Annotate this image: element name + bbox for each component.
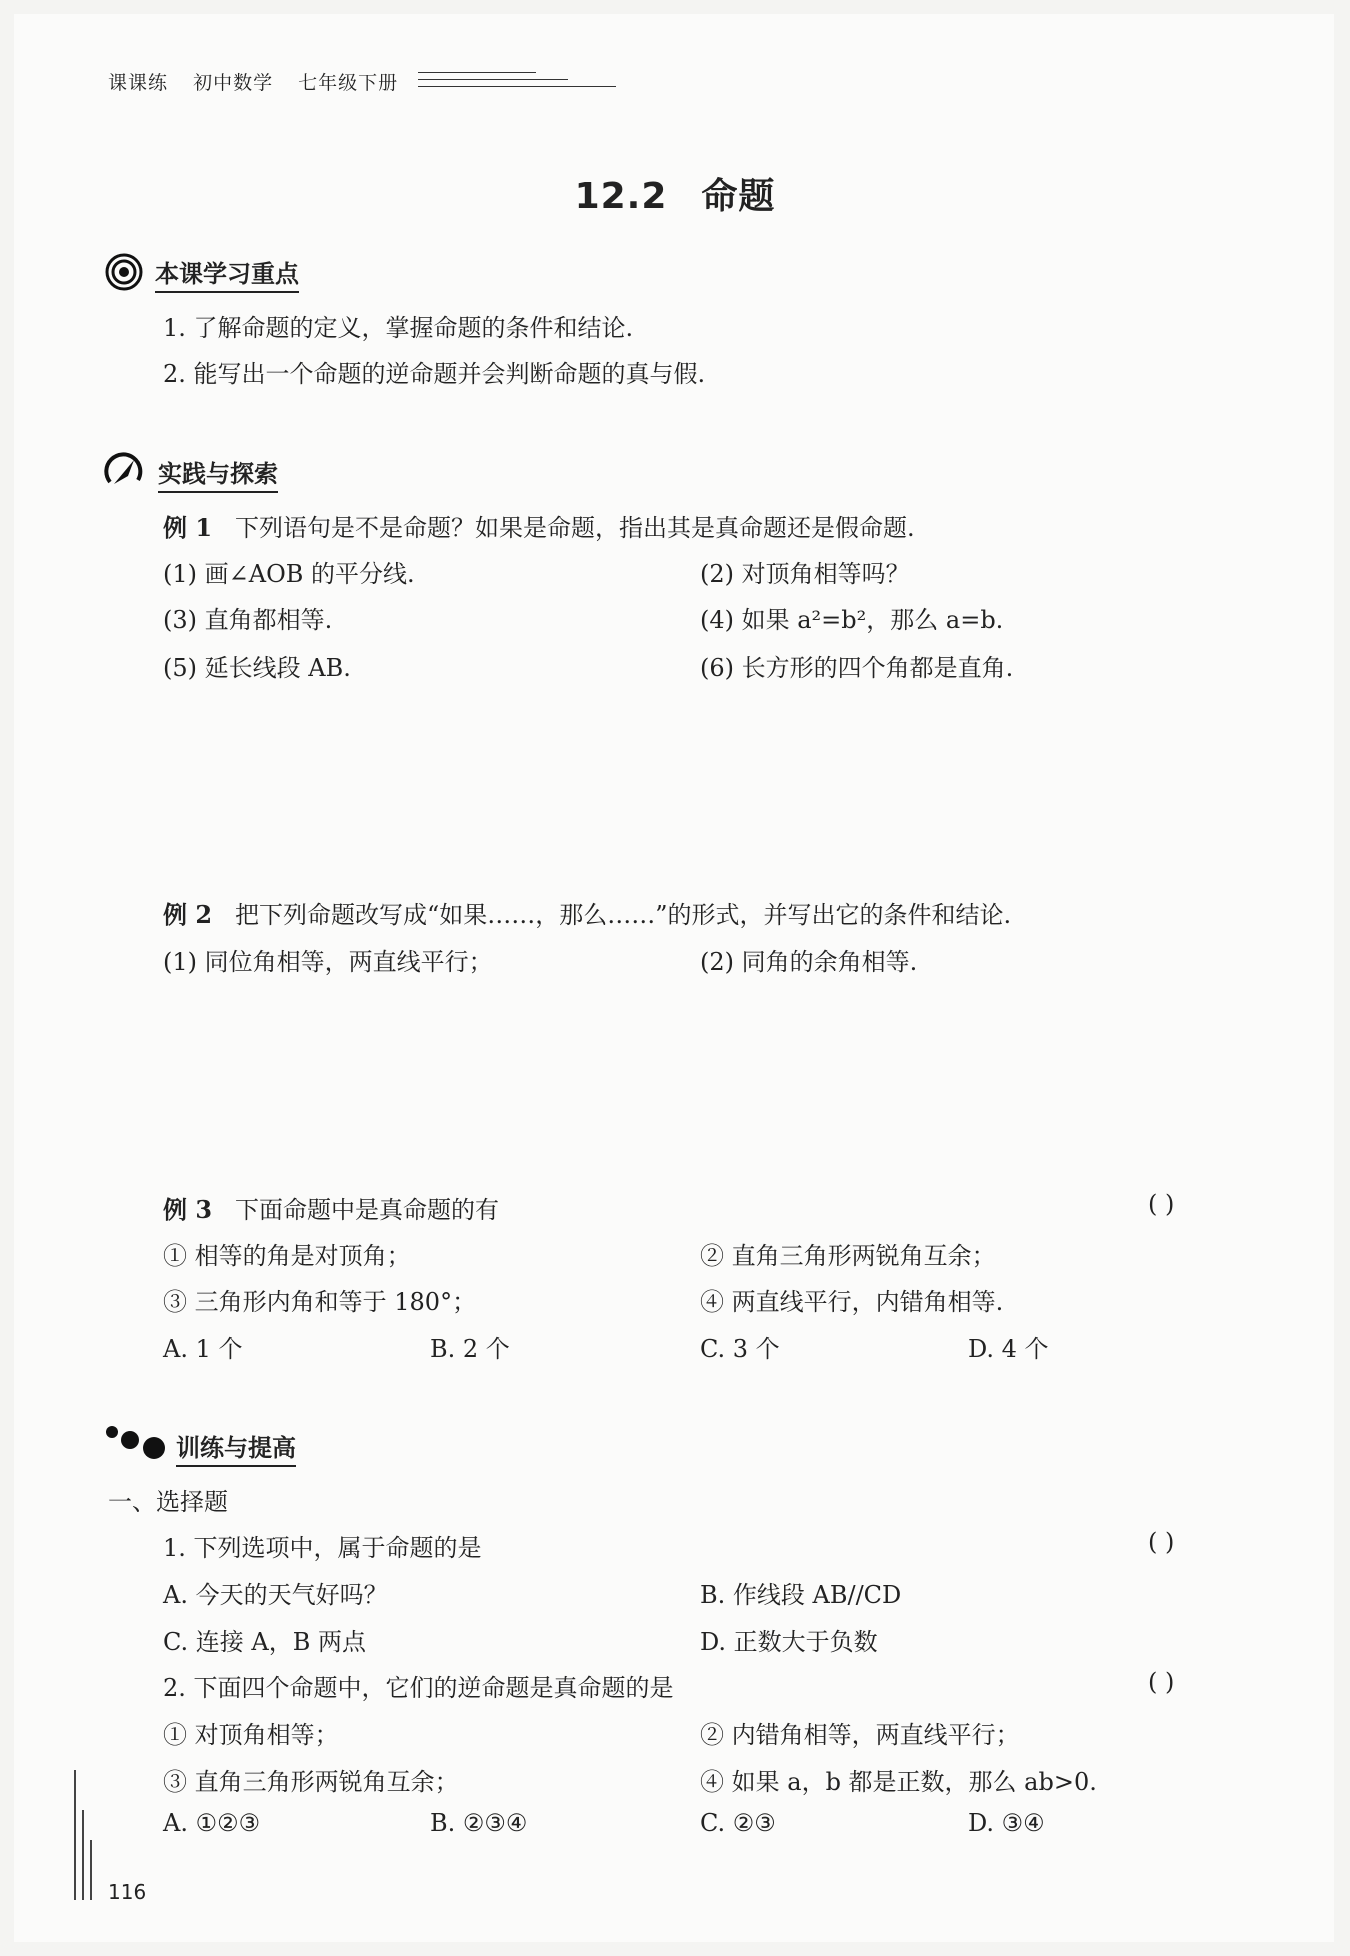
question-2: 2. 下面四个命题中，它们的逆命题是真命题的是	[163, 1674, 674, 1702]
answer-blank[interactable]: ( )	[1148, 1190, 1175, 1218]
answer-blank[interactable]: ( )	[1148, 1528, 1175, 1556]
question-1: 1. 下列选项中，属于命题的是	[163, 1534, 482, 1562]
header-rule	[418, 79, 568, 80]
ex3-item: ④ 两直线平行，内错角相等.	[700, 1288, 1004, 1316]
q2-item: ④ 如果 a，b 都是正数，那么 ab>0.	[700, 1768, 1097, 1796]
ex3-item: ① 相等的角是对顶角；	[163, 1242, 411, 1270]
ex1-item: (1) 画∠AOB 的平分线.	[163, 560, 415, 588]
ex1-item: (6) 长方形的四个角都是直角.	[700, 654, 1014, 682]
ex1-item: (3) 直角都相等.	[163, 606, 333, 634]
ex3-item: ③ 三角形内角和等于 180°；	[163, 1288, 477, 1316]
answer-blank[interactable]: ( )	[1148, 1668, 1175, 1696]
example-text: 下列语句是不是命题？如果是命题，指出其是真命题还是假命题.	[234, 514, 915, 542]
q2-option: B. ②③④	[430, 1809, 528, 1837]
header-rule	[418, 72, 536, 73]
q2-item: ② 内错角相等，两直线平行；	[700, 1721, 1020, 1749]
margin-bar	[82, 1810, 84, 1900]
q2-option: A. ①②③	[163, 1809, 261, 1837]
ex3-option: D. 4 个	[968, 1335, 1049, 1363]
example-label: 例 3	[163, 1195, 213, 1224]
margin-bar	[74, 1770, 76, 1900]
q1-option: A. 今天的天气好吗？	[163, 1581, 388, 1609]
header-rule	[418, 86, 616, 87]
ex3-option: B. 2 个	[430, 1335, 510, 1363]
section-heading-practice: 实践与探索	[158, 454, 278, 493]
example-text: 下面命题中是真命题的有	[234, 1196, 499, 1224]
example-2	[163, 895, 1011, 930]
dots-icon	[104, 1422, 168, 1462]
example-label: 例 1	[163, 513, 213, 542]
ex3-option: A. 1 个	[163, 1335, 243, 1363]
ex2-item: (1) 同位角相等，两直线平行；	[163, 948, 493, 976]
example-1	[163, 508, 915, 543]
focus-item: 2. 能写出一个命题的逆命题并会判断命题的真与假.	[163, 360, 706, 388]
focus-item: 1. 了解命题的定义，掌握命题的条件和结论.	[163, 314, 634, 342]
q2-item: ③ 直角三角形两锐角互余；	[163, 1768, 459, 1796]
ex1-item: (4) 如果 a²=b²，那么 a=b.	[700, 606, 1004, 634]
margin-bar	[90, 1840, 92, 1900]
page-number: 116	[108, 1880, 147, 1904]
target-icon	[104, 252, 144, 292]
page-title	[0, 168, 1350, 219]
header-grade: 七年级下册	[298, 72, 399, 94]
running-header	[108, 68, 416, 95]
header-series: 课课练	[108, 72, 169, 94]
example-3	[163, 1190, 499, 1225]
section-heading-training: 训练与提高	[176, 1428, 296, 1467]
example-label: 例 2	[163, 900, 213, 929]
title-number: 12.2	[574, 176, 668, 217]
ex2-item: (2) 同角的余角相等.	[700, 948, 918, 976]
compass-arrow-icon	[104, 450, 144, 490]
ex1-item: (5) 延长线段 AB.	[163, 654, 351, 682]
q1-option: C. 连接 A，B 两点	[163, 1628, 366, 1656]
title-name: 命题	[701, 176, 776, 217]
q1-option: D. 正数大于负数	[700, 1628, 878, 1656]
q2-option: D. ③④	[968, 1809, 1045, 1837]
q2-item: ① 对顶角相等；	[163, 1721, 339, 1749]
q2-option: C. ②③	[700, 1809, 776, 1837]
section-heading-focus: 本课学习重点	[155, 254, 299, 293]
q1-option: B. 作线段 AB//CD	[700, 1581, 902, 1609]
ex3-option: C. 3 个	[700, 1335, 780, 1363]
header-subject: 初中数学	[193, 72, 274, 94]
example-text: 把下列命题改写成“如果……，那么……”的形式，并写出它的条件和结论.	[234, 901, 1012, 929]
ex1-item: (2) 对顶角相等吗？	[700, 560, 910, 588]
part-heading: 一、选择题	[108, 1488, 228, 1516]
ex3-item: ② 直角三角形两锐角互余；	[700, 1242, 996, 1270]
